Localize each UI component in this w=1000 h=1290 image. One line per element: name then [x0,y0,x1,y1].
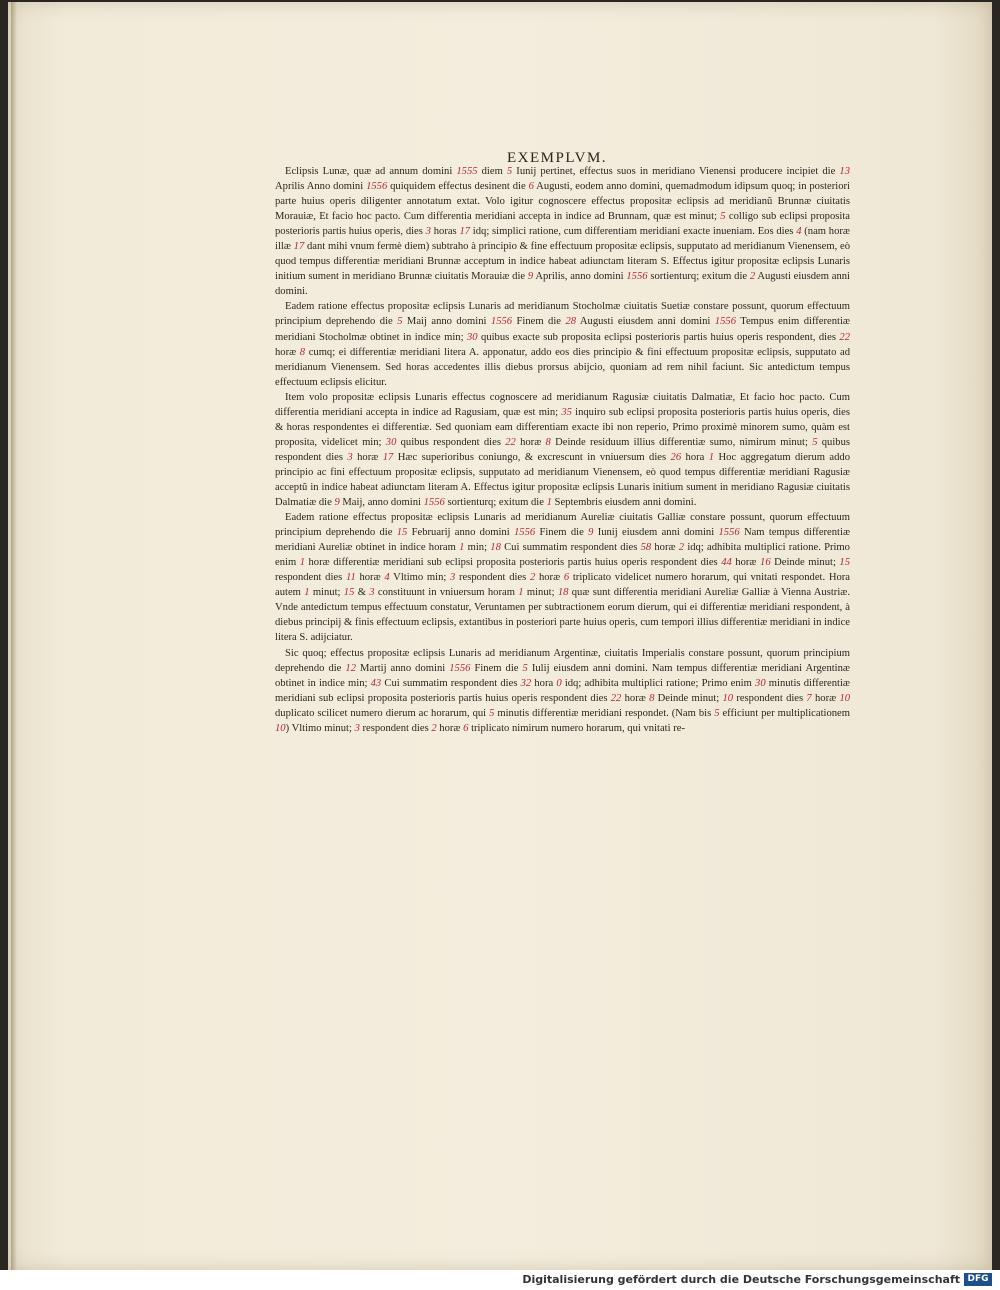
handwritten-number: 0 [556,677,562,689]
handwritten-number: 15 [396,527,408,539]
handwritten-number: 30 [755,677,766,689]
text-run: Iunij pertinet, effectus suos in meridiano Vienensi producere incipiet die [512,166,840,177]
handwritten-number: 1556 [626,271,648,283]
handwritten-number: 1555 [456,166,478,177]
text-run: horæ [621,692,650,704]
handwritten-number: 1556 [513,527,536,539]
text-run: Deinde minut; [770,557,840,569]
handwritten-number: 1556 [490,316,513,328]
handwritten-number: 18 [557,587,569,599]
text-run: horæ [515,436,546,448]
text-run: & [354,587,370,599]
text-run: colligo sub eclipsi proposita posterioris partis huius operis, dies [275,211,850,238]
handwritten-number: 22 [505,436,516,448]
text-run: respondent dies [455,572,530,584]
handwritten-number: 1556 [714,316,736,328]
text-run: Eadem ratione effectus propositæ eclipsis Lunaris ad meridianum Stocholmæ ciuitatis Suetiæ constare possunt, quorum effectuum principium deprehendo die [275,301,850,328]
text-run: duplicato scilicet numero dierum ac horarum, qui [275,707,490,719]
handwritten-number: 5 [812,436,818,448]
handwritten-number: 6 [563,572,570,584]
text-run: quibus respondent dies [396,436,506,448]
handwritten-number: 10 [722,692,734,704]
text-run: Augusti eiusdem anni domini. [275,271,850,298]
handwritten-number: 30 [385,436,397,448]
handwritten-number: 1 [459,542,465,554]
handwritten-number: 1 [708,451,715,463]
text-run: Eclipsis Lunæ, quæ ad annum domini [285,166,457,177]
handwritten-number: 2 [431,722,437,734]
text-run: Augusti, eodem anno domini, quemadmodum idipsum quoq; in posteriori parte huius operis diligenter annotatum extat. Volo igitur cognoscere effectus propositæ eclipsis ad meridianũ Brunnæ ciuitatis Morauiæ, Et facio hoc pacto. Cum differentia meridiani accepta in indice ad Brunnam, quæ est minut; [275,181,850,223]
handwritten-number: 16 [760,557,771,569]
handwritten-number: 7 [806,692,812,704]
handwritten-number: 3 [425,226,431,238]
paragraph [275,510,850,645]
handwritten-number: 22 [839,331,850,343]
text-run: sortienturq; exitum die [647,271,750,283]
handwritten-number: 15 [343,587,355,599]
handwritten-number: 3 [450,572,456,584]
text-run: horæ [731,557,761,569]
text-run: idq; adhibita multiplici ratione; Primo enim [561,677,756,689]
text-run: Cui summatim respondent dies [381,677,521,689]
handwritten-number: 1 [546,497,552,509]
text-run: quibus exacte sub proposita eclipsi posterioris partis huius operis respondent, dies [477,331,840,343]
text-run: Item volo propositæ eclipsis Lunaris effectus cognoscere ad meridianum Ragusiæ ciuitatis Dalmatiæ, Et facio hoc pacto. Cum differentia meridiani accepta in indice ad Ragusiam, quæ est min; [275,391,850,418]
text-run: efficiunt per multiplicationem [719,707,850,719]
text-run: Eadem ratione effectus propositæ eclipsis Lunaris ad meridianum Aureliæ ciuitatis Galliæ constare possunt, quorum effectuum principium deprehendo die [275,512,850,539]
handwritten-number: 35 [561,406,572,418]
text-run: Februarij anno domini [407,527,514,539]
handwritten-number: 4 [796,226,802,238]
text-run: hora [531,677,557,689]
text-run: horæ [811,692,840,704]
page-title: EXEMPLVM. [507,150,608,166]
text-run: Finem die [470,662,523,674]
text-run: respondent dies [733,692,807,704]
text-run: Iulij eiusdem anni domini. Nam tempus differentiæ meridiani Argentinæ obtinet in indice min; [275,662,850,689]
handwritten-number: 30 [466,331,478,343]
text-run: horæ [535,572,564,584]
handwritten-number: 5 [397,316,403,328]
text-run: horæ [355,572,385,584]
text-run: Augusti eiusdem anni domini [576,316,715,328]
handwritten-number: 1556 [718,527,740,539]
text-run: quiquidem effectus desinent die [387,181,529,193]
handwritten-number: 9 [588,527,594,539]
text-run: (nam horæ illæ [275,226,850,253]
text-run: Maij, anno domini [339,497,424,509]
handwritten-number: 17 [459,226,471,238]
handwritten-number: 5 [489,707,495,719]
text-run: min; [464,542,491,554]
footer-credit: Digitalisierung gefördert durch die Deutsche Forschungsgemeinschaft [522,1273,960,1286]
text-run: Tempus enim differentiæ meridiani Stocholmæ obtinet in indice min; [275,316,850,343]
text-run: minut; [309,587,344,599]
handwritten-number: 10 [839,692,851,704]
handwritten-number: 44 [721,557,732,569]
text-run: idq; adhibita multiplici ratione. Primo enim [275,542,850,569]
text-run: Deinde minut; [654,692,723,704]
text-run: inquiro sub eclipsi proposita posterioris partis huius operis, dies & horas respondentes ei differentiæ. Sed quoniam eam differentiam exacte ibi non reperio, Primo proximè minorem sumo, quàm est proposita, videlicet min; [275,406,850,448]
handwritten-number: 1556 [423,497,445,509]
text-run: idq; simplici ratione, cum differentiam meridiani exacte inueniam. Eos dies [470,226,797,238]
handwritten-number: 8 [299,346,306,358]
handwritten-number: 9 [334,497,340,509]
handwritten-number: 11 [345,572,356,584]
handwritten-number: 43 [370,677,382,689]
handwritten-number: 26 [670,451,682,463]
text-run: Hæc superioribus coniungo, & excrescunt in vniuersum dies [393,451,671,463]
handwritten-number: 18 [490,542,501,554]
handwritten-number: 28 [565,316,577,328]
text-run: horæ [436,722,464,734]
paragraph [275,164,850,299]
text-run: Septembris eiusdem anni domini. [551,497,697,509]
handwritten-number: 17 [382,451,394,463]
text-run: minutis differentiæ meridiani respondet. (Nam bis [494,707,715,719]
text-run: Deinde residuum illius differentiæ sumo, nimirum minut; [550,436,813,448]
text-run: Nam tempus differentiæ meridiani Aureliæ obtinet in indice horam [275,527,851,554]
handwritten-number: 32 [520,677,532,689]
text-run: Iunij eiusdem anni domini [593,527,719,539]
text-run: Aprilis Anno domini [275,181,367,193]
handwritten-number: 22 [610,692,622,704]
text-run: respondent dies [359,722,432,734]
handwritten-number: 6 [528,181,534,193]
text-run: horæ [651,542,679,554]
text-run: Cui summatim respondent dies [500,542,641,554]
handwritten-number: 2 [678,542,685,554]
footer-bar [0,1270,1000,1290]
handwritten-number: 2 [529,572,536,584]
text-run: Finem die [512,316,566,328]
text-run: minutis differentiæ meridiani sub eclipsi proposita posterioris partis huius operis respondent dies [275,677,851,704]
text-run: Vltimo min; [389,572,451,584]
text-run: Maij anno domini [402,316,491,328]
text-run: constituunt in vniuersum horam [374,587,519,599]
paragraph [275,390,850,510]
handwritten-number: 1 [299,557,305,569]
handwritten-number: 10 [275,722,286,734]
handwritten-number: 2 [749,271,756,283]
text-run: quibus respondent dies [275,436,851,463]
text-run: Aprilis, anno domini [533,271,627,283]
handwritten-number: 1 [304,587,310,599]
handwritten-number: 8 [545,436,551,448]
handwritten-number: 1 [518,587,524,599]
handwritten-number: 5 [506,166,513,177]
dfg-logo: DFG [964,1273,992,1286]
handwritten-number: 9 [527,271,534,283]
handwritten-number: 1556 [366,181,388,193]
handwritten-number: 12 [345,662,357,674]
handwritten-number: 5 [720,211,726,223]
text-run: Hoc aggregatum dierum addo principio ac fini effectuum propositæ eclipsis, supputato ad meridianum Vienensem, eò quod tempus differentiæ meridiani Ragusiæ acceptũ in indice habeat adiunctam literam A. Effectus igitur propositæ eclipsis Lunaris initium sument in meridiano Ragusiæ ciuitatis Dalmatiæ die [275,451,851,509]
paragraph [275,299,850,389]
text-run: Sic quoq; effectus propositæ eclipsis Lunaris ad meridianum Argentinæ, ciuitatis Imperialis constare possunt, quorum principium deprehendo die [275,647,850,674]
handwritten-number: 3 [369,587,375,599]
paragraph [275,646,850,736]
text-run: triplicato nimirum numero horarum, qui vnitati re- [468,722,685,734]
text-run: cumq; ei differentiæ meridiani litera A. apponatur, addo eos dies principio & fini effectuum propositæ eclipsis, supputato ad meridianum Vienensem. Sed horas accedentes illis diebus prorsus abijcio, quoniam ad rem nihil faciunt. Sic antedictum tempus effectuum eclipsis elicitur. [275,346,851,388]
text-run: diem [477,166,507,177]
handwritten-number: 58 [640,542,652,554]
handwritten-number: 3 [354,722,360,734]
handwritten-number: 1556 [449,662,471,674]
handwritten-number: 5 [714,707,720,719]
handwritten-number: 8 [649,692,655,704]
text-run: hora [681,451,709,463]
handwritten-number: 17 [293,241,305,253]
handwritten-number: 4 [384,572,390,584]
text-run: dant mihi vnum fermè diem) subtraho à principio & fine effectuum propositæ eclipsis, supputato ad meridianum Vienensem, eò quod tempus differentiæ meridiani Brunnæ acceptum in indice habeat adiunctam literam S. Effectus igitur propositæ eclipsis Lunaris initium sument in meridiano Brunnæ ciuitatis Morauiæ die [275,241,850,283]
text-run: Finem die [535,527,589,539]
text-run: triplicato videlicet numero horarum, qui vnitati respondet. Hora autem [275,572,850,599]
text-run: horæ [275,346,300,358]
handwritten-number: 6 [463,722,469,734]
handwritten-number: 15 [839,557,850,569]
text-run: horæ [352,451,383,463]
text-run: horæ differentiæ meridiani sub eclipsi proposita posterioris partis huius operis respondent dies [305,557,722,569]
handwritten-number: 5 [522,662,528,674]
text-run: sortienturq; exitum die [444,497,547,509]
text-run: Martij anno domini [356,662,450,674]
text-run: quæ sunt differentia meridiani Aureliæ Galliæ à Vienna Austriæ. Vnde antedictum tempus effectuum constatur, Veruntamen per subtractionem eorum dierum, qui ei differentiæ meridiani respondent, à diebus principij & finis effectuum eclipsis, extantibus in posteriori parte huius operis, cum tempori illius differentiæ meridiani in indice litera S. adijciatur. [275,587,850,644]
text-run: respondent dies [275,572,346,584]
text-run: horas [430,226,460,238]
document-body [275,164,850,736]
handwritten-number: 3 [347,451,353,463]
handwritten-number: 13 [839,166,850,177]
text-run: minut; [523,587,558,599]
text-run: ) Vltimo minut; [285,722,355,734]
